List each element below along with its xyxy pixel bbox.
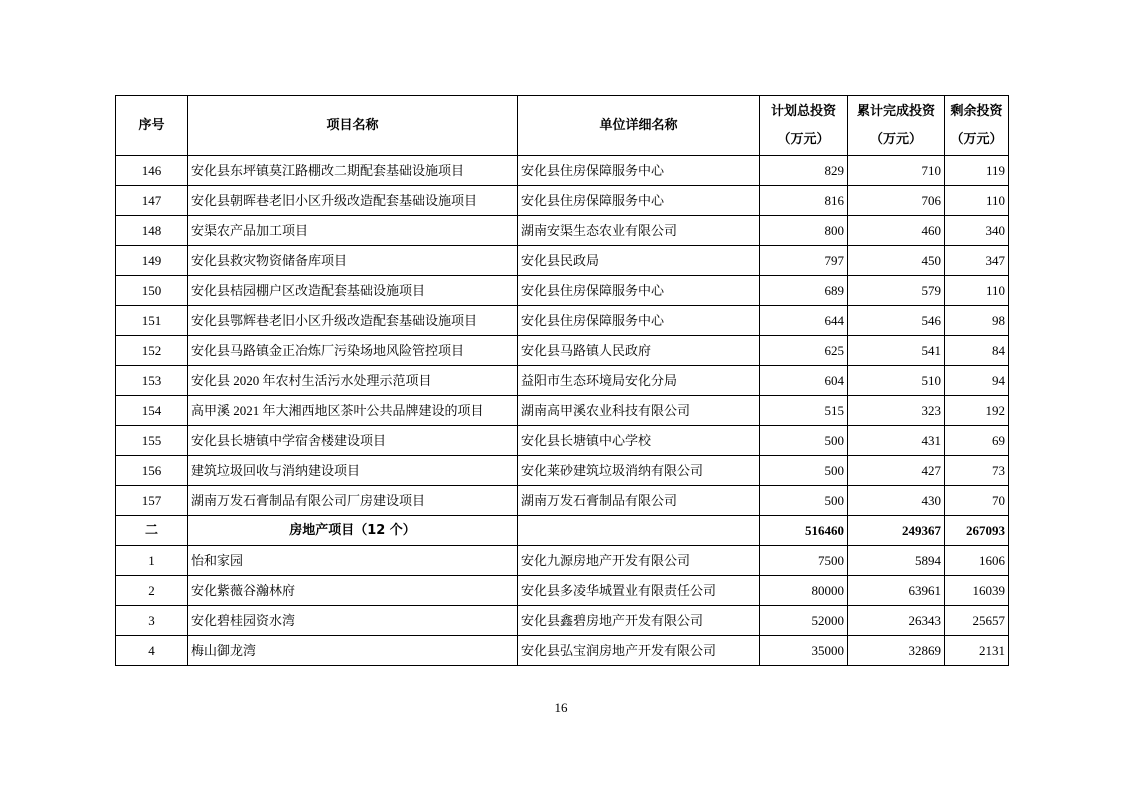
cell-remain: 69 [945, 426, 1009, 456]
cell-remain: 347 [945, 246, 1009, 276]
cell-plan: 644 [760, 306, 848, 336]
cell-project: 安化县长塘镇中学宿舍楼建设项目 [188, 426, 518, 456]
cell-remain: 110 [945, 276, 1009, 306]
investment-table [115, 95, 1009, 666]
cell-unit: 安化县住房保障服务中心 [518, 276, 760, 306]
header-planned-investment: 计划总投资（万元） [760, 96, 848, 156]
cell-seq: 153 [116, 366, 188, 396]
cell-plan: 500 [760, 486, 848, 516]
cell-project: 怡和家园 [188, 546, 518, 576]
section-plan: 516460 [760, 516, 848, 546]
cell-project: 安化县鄂辉巷老旧小区升级改造配套基础设施项目 [188, 306, 518, 336]
cell-seq: 4 [116, 636, 188, 666]
cell-plan: 500 [760, 426, 848, 456]
cell-plan: 80000 [760, 576, 848, 606]
cell-done: 430 [848, 486, 945, 516]
cell-remain: 2131 [945, 636, 1009, 666]
cell-project: 安化县救灾物资储备库项目 [188, 246, 518, 276]
cell-plan: 829 [760, 156, 848, 186]
header-project-name: 项目名称 [188, 96, 518, 156]
cell-remain: 340 [945, 216, 1009, 246]
cell-seq: 149 [116, 246, 188, 276]
cell-done: 63961 [848, 576, 945, 606]
cell-plan: 816 [760, 186, 848, 216]
cell-project: 安渠农产品加工项目 [188, 216, 518, 246]
cell-seq: 2 [116, 576, 188, 606]
header-remaining-investment: 剩余投资（万元） [945, 96, 1009, 156]
cell-remain: 84 [945, 336, 1009, 366]
page-number: 16 [554, 700, 568, 715]
table-row [116, 156, 1009, 186]
cell-done: 579 [848, 276, 945, 306]
cell-unit: 湖南万发石膏制品有限公司 [518, 486, 760, 516]
cell-remain: 73 [945, 456, 1009, 486]
cell-project: 安化县马路镇金正冶炼厂污染场地风险管控项目 [188, 336, 518, 366]
cell-plan: 515 [760, 396, 848, 426]
cell-done: 541 [848, 336, 945, 366]
cell-unit: 湖南安渠生态农业有限公司 [518, 216, 760, 246]
cell-project: 安化县朝晖巷老旧小区升级改造配套基础设施项目 [188, 186, 518, 216]
table-row [116, 366, 1009, 396]
cell-done: 431 [848, 426, 945, 456]
section-unit [518, 516, 760, 546]
table-row [116, 186, 1009, 216]
cell-unit: 安化县弘宝润房地产开发有限公司 [518, 636, 760, 666]
header-seq: 序号 [116, 96, 188, 156]
cell-plan: 7500 [760, 546, 848, 576]
cell-seq: 147 [116, 186, 188, 216]
cell-seq: 152 [116, 336, 188, 366]
cell-done: 510 [848, 366, 945, 396]
cell-unit: 湖南高甲溪农业科技有限公司 [518, 396, 760, 426]
cell-done: 427 [848, 456, 945, 486]
cell-unit: 安化莱砂建筑垃圾消纳有限公司 [518, 456, 760, 486]
table-row [116, 276, 1009, 306]
cell-project: 建筑垃圾回收与消纳建设项目 [188, 456, 518, 486]
table-row [116, 336, 1009, 366]
cell-project: 湖南万发石膏制品有限公司厂房建设项目 [188, 486, 518, 516]
cell-unit: 安化县长塘镇中心学校 [518, 426, 760, 456]
section-title: 房地产项目（12 个） [188, 516, 518, 546]
cell-seq: 146 [116, 156, 188, 186]
cell-project: 安化县 2020 年农村生活污水处理示范项目 [188, 366, 518, 396]
cell-unit: 安化九源房地产开发有限公司 [518, 546, 760, 576]
table-row [116, 396, 1009, 426]
cell-project: 高甲溪 2021 年大湘西地区茶叶公共品牌建设的项目 [188, 396, 518, 426]
cell-done: 450 [848, 246, 945, 276]
cell-seq: 157 [116, 486, 188, 516]
cell-seq: 156 [116, 456, 188, 486]
cell-unit: 益阳市生态环境局安化分局 [518, 366, 760, 396]
cell-done: 5894 [848, 546, 945, 576]
cell-project: 安化碧桂园资水湾 [188, 606, 518, 636]
cell-done: 706 [848, 186, 945, 216]
cell-unit: 安化县民政局 [518, 246, 760, 276]
table-row [116, 606, 1009, 636]
cell-remain: 119 [945, 156, 1009, 186]
cell-done: 26343 [848, 606, 945, 636]
cell-remain: 94 [945, 366, 1009, 396]
section-seq: 二 [116, 516, 188, 546]
cell-done: 32869 [848, 636, 945, 666]
cell-unit: 安化县住房保障服务中心 [518, 156, 760, 186]
cell-unit: 安化县住房保障服务中心 [518, 186, 760, 216]
cell-remain: 16039 [945, 576, 1009, 606]
table-row [116, 246, 1009, 276]
table-row [116, 216, 1009, 246]
table-row [116, 576, 1009, 606]
cell-plan: 500 [760, 456, 848, 486]
cell-project: 安化县桔园棚户区改造配套基础设施项目 [188, 276, 518, 306]
table-row [116, 456, 1009, 486]
cell-seq: 148 [116, 216, 188, 246]
cell-seq: 155 [116, 426, 188, 456]
cell-done: 546 [848, 306, 945, 336]
cell-plan: 52000 [760, 606, 848, 636]
cell-project: 梅山御龙湾 [188, 636, 518, 666]
cell-done: 710 [848, 156, 945, 186]
section-done: 249367 [848, 516, 945, 546]
table-row [116, 636, 1009, 666]
cell-plan: 797 [760, 246, 848, 276]
cell-remain: 25657 [945, 606, 1009, 636]
section-remain: 267093 [945, 516, 1009, 546]
cell-seq: 151 [116, 306, 188, 336]
cell-plan: 625 [760, 336, 848, 366]
header-row [116, 96, 1009, 156]
cell-remain: 192 [945, 396, 1009, 426]
cell-plan: 604 [760, 366, 848, 396]
cell-unit: 安化县马路镇人民政府 [518, 336, 760, 366]
cell-unit: 安化县多凌华城置业有限责任公司 [518, 576, 760, 606]
cell-done: 460 [848, 216, 945, 246]
cell-seq: 1 [116, 546, 188, 576]
cell-project: 安化县东坪镇莫江路棚改二期配套基础设施项目 [188, 156, 518, 186]
cell-remain: 70 [945, 486, 1009, 516]
cell-done: 323 [848, 396, 945, 426]
header-unit-name: 单位详细名称 [518, 96, 760, 156]
cell-remain: 110 [945, 186, 1009, 216]
cell-project: 安化紫薇谷瀚林府 [188, 576, 518, 606]
cell-plan: 800 [760, 216, 848, 246]
cell-unit: 安化县住房保障服务中心 [518, 306, 760, 336]
table-row [116, 546, 1009, 576]
cell-remain: 98 [945, 306, 1009, 336]
cell-seq: 150 [116, 276, 188, 306]
table-row [116, 426, 1009, 456]
cell-remain: 1606 [945, 546, 1009, 576]
table-row [116, 306, 1009, 336]
section-row-real-estate [116, 516, 1009, 546]
cell-seq: 154 [116, 396, 188, 426]
cell-plan: 689 [760, 276, 848, 306]
header-completed-investment: 累计完成投资（万元） [848, 96, 945, 156]
cell-seq: 3 [116, 606, 188, 636]
cell-plan: 35000 [760, 636, 848, 666]
table-row [116, 486, 1009, 516]
cell-unit: 安化县鑫碧房地产开发有限公司 [518, 606, 760, 636]
